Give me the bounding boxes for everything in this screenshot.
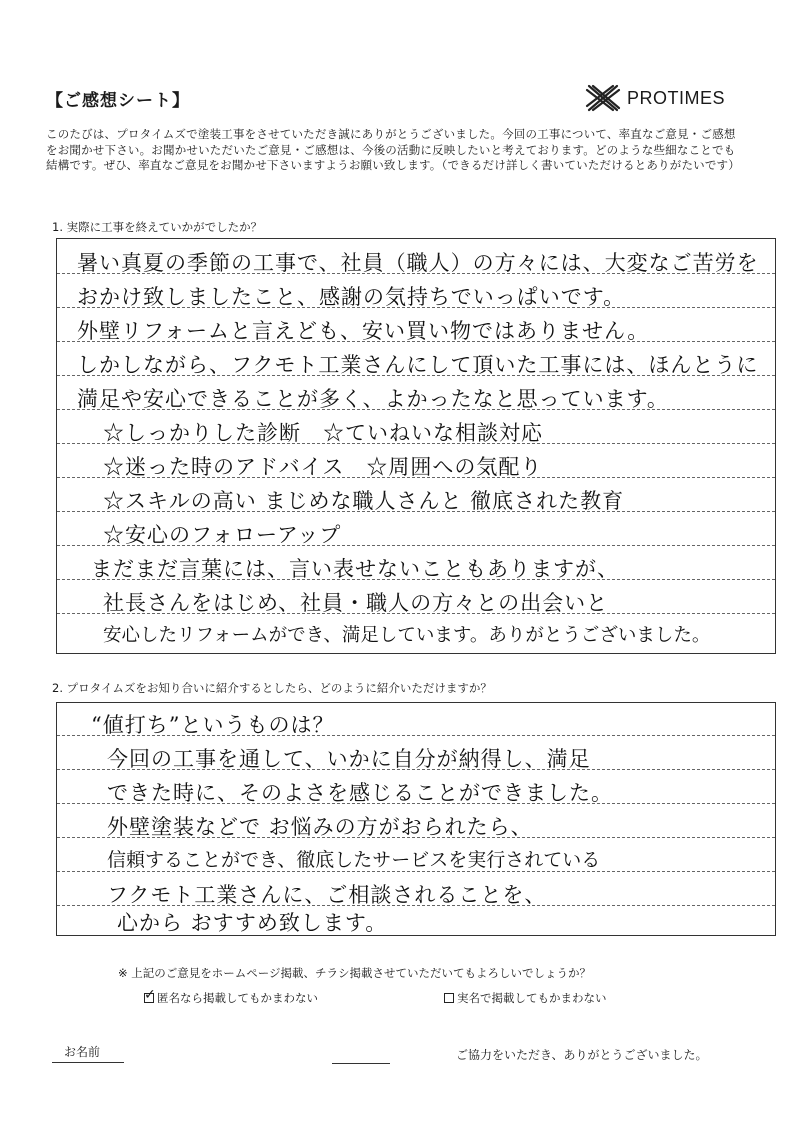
protimes-logo (585, 84, 725, 112)
handwritten-line: ☆スキルの高い まじめな職人さんと 徹底された教育 (103, 489, 625, 513)
question-2-label: 2. プロタイムズをお知り合いに紹介するとしたら、どのように紹介いただけますか？ (52, 681, 492, 695)
handwritten-line: ☆迷った時のアドバイス ☆周囲への気配り (103, 455, 543, 479)
handwritten-line: 安心したリフォームができ、満足しています。ありがとうございました。 (103, 625, 711, 646)
thanks-text: ご協力をいただき、ありがとうございました。 (456, 1048, 708, 1062)
name-label: お名前 (64, 1045, 101, 1059)
sheet-title: 【ご感想シート】 (46, 91, 190, 111)
answer-1-box[interactable] (56, 238, 776, 654)
handwritten-line: 暑い真夏の季節の工事で、社員（職人）の方々には、大変なご苦労を (77, 251, 759, 275)
name-field[interactable] (52, 1062, 124, 1063)
option-realname-label: 実名で掲載してもかまわない (457, 991, 607, 1005)
handwritten-line: 外壁塗装などで お悩みの方がおられたら、 (107, 815, 533, 839)
handwritten-line: ☆安心のフォローアップ (103, 523, 342, 547)
handwritten-line: 外壁リフォームと言えども、安い買い物ではありません。 (77, 319, 650, 343)
check-icon: ✓ (144, 987, 156, 1003)
handwritten-line: 今回の工事を通して、いかに自分が納得し、満足 (107, 747, 591, 771)
realname-checkbox[interactable] (444, 993, 454, 1003)
handwritten-line: 社長さんをはじめ、社員・職人の方々との出会いと (103, 591, 609, 615)
handwritten-line: “値打ち”というものは？ (91, 713, 335, 737)
protimes-x-logo-icon (585, 84, 621, 112)
handwritten-line: 心から おすすめ致します。 (117, 911, 388, 935)
consent-question: ※ 上記のご意見をホームページ掲載、チラシ掲載させていただいてもよろしいでしょうか？ (118, 966, 592, 980)
handwritten-line: おかけ致しましたこと、感謝の気持ちでいっぱいです。 (77, 285, 626, 309)
divider (332, 1063, 390, 1064)
question-1-label: 1. 実際に工事を終えていかがでしたか？ (52, 220, 263, 234)
intro-text: このたびは、プロタイムズで塗装工事をさせていただき誠にありがとうございました。今回の工事について、率直なご意見・ご感想をお聞かせ下さい。お聞かせいただいたご意見・ご感想は、今後の活動に反映したいと考えております。どのような些細なことでも結構です。ぜひ、率直なご意見をお聞かせ下さいますようお願い致します。（できるだけ詳しく書いていただけるとありがたいです） (46, 127, 740, 172)
anonymous-checkbox[interactable] (144, 987, 156, 1003)
option-anonymous-label: 匿名なら掲載してもかまわない (157, 991, 318, 1005)
logo-text: PROTIMES (627, 87, 726, 108)
handwritten-line: できた時に、そのよさを感じることができました。 (107, 781, 613, 805)
handwritten-line: 満足や安心できることが多く、よかったなと思っています。 (77, 387, 669, 411)
answer-2-box[interactable] (56, 702, 776, 936)
option-realname[interactable] (444, 990, 607, 1006)
handwritten-line: まだまだ言葉には、言い表せないこともありますが、 (91, 557, 619, 581)
option-anonymous[interactable] (144, 987, 318, 1006)
handwritten-line: 信頼することができ、徹底したサービスを実行されている (107, 849, 601, 871)
handwritten-line: ☆しっかりした診断 ☆ていねいな相談対応 (103, 421, 543, 445)
handwritten-line: フクモト工業さんに、ご相談されることを、 (107, 883, 547, 907)
handwritten-line: しかしながら、フクモト工業さんにして頂いた工事には、ほんとうに (77, 353, 759, 377)
